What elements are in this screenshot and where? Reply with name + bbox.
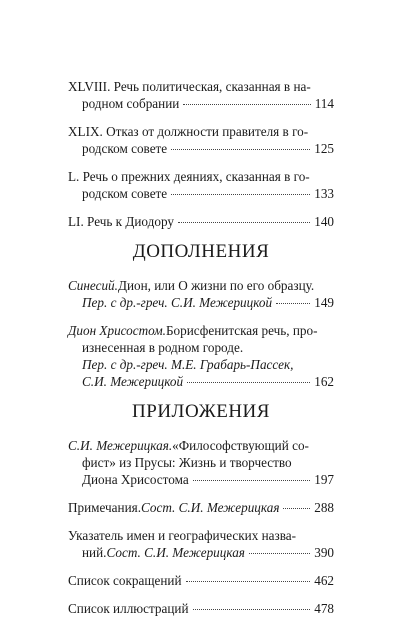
toc-entry-line: [68, 471, 334, 488]
section-heading-appendices: ПРИЛОЖЕНИЯ: [132, 401, 270, 422]
toc-entry-line: [68, 185, 334, 202]
toc-entry-line: [68, 499, 334, 516]
toc-entry-title-cont: родном собрании: [82, 96, 180, 111]
toc-entry-line: [68, 95, 334, 112]
toc-entry[interactable]: [68, 437, 334, 488]
toc-entry-line: [68, 168, 334, 185]
toc-entry-line: [68, 213, 334, 230]
toc-entry-title-cont: ний.: [82, 545, 107, 560]
toc-entry-line: [68, 527, 334, 544]
toc-entry-compiler: Сост. С.И. Межерицкая: [106, 545, 245, 560]
leader-dots: [249, 553, 310, 554]
leader-dots: [171, 194, 310, 195]
toc-entry-title-cont: изнесенная в родном городе.: [82, 340, 244, 355]
page-number: 114: [314, 96, 334, 111]
toc-entry-title-cont: родском совете: [82, 141, 168, 156]
page-number: 125: [314, 141, 334, 156]
page-number: 462: [314, 573, 334, 588]
leader-dots: [187, 382, 310, 383]
toc-entry-title: Примечания.: [68, 500, 142, 515]
toc-entry-title: LI. Речь к Диодору: [68, 214, 174, 229]
toc-entry[interactable]: [68, 322, 334, 390]
toc-entry-title: Список сокращений: [68, 573, 182, 588]
toc-entry-line: [68, 123, 334, 140]
toc-entry[interactable]: [68, 600, 334, 617]
toc-entry-title: XLVIII. Речь политическая, сказанная в на-: [68, 79, 311, 94]
page-number: 149: [314, 295, 334, 310]
toc-entry[interactable]: [68, 499, 334, 516]
leader-dots: [283, 508, 310, 509]
toc-entry-line: [68, 322, 334, 339]
toc-entry-title: Дион, или О жизни по его образцу.: [117, 278, 315, 293]
toc-entry-author: Синесий.: [68, 278, 118, 293]
page-number: 390: [314, 545, 334, 560]
toc-entry-title: «Философствующий со-: [172, 438, 309, 453]
toc-entry-line: [68, 356, 334, 373]
leader-dots: [178, 222, 310, 223]
toc-entry-line: [68, 277, 334, 294]
toc-entry-line: [68, 600, 334, 617]
leader-dots: [193, 609, 311, 610]
page-number: 197: [314, 472, 334, 487]
toc-entry[interactable]: [68, 123, 334, 157]
leader-dots: [171, 149, 310, 150]
toc-entry-translator: Пер. с др.-греч. М.Е. Грабарь-Пассек,: [82, 357, 294, 372]
toc-entry-line: [68, 572, 334, 589]
toc-entry[interactable]: [68, 213, 334, 230]
toc-entry[interactable]: [68, 527, 334, 561]
page-number: 478: [314, 601, 334, 616]
leader-dots: [186, 581, 311, 582]
toc-entry[interactable]: [68, 572, 334, 589]
toc-entry-title-cont: фист» из Прусы: Жизнь и творчество: [82, 455, 292, 470]
toc-entry-line: [68, 140, 334, 157]
toc-entry[interactable]: [68, 277, 334, 311]
toc-entry-line: [68, 437, 334, 454]
toc-entry-compiler: Сост. С.И. Межерицкая: [141, 500, 280, 515]
toc-entry[interactable]: [68, 168, 334, 202]
toc-entry-translator-cont: С.И. Межерицкой: [82, 374, 184, 389]
toc-entry-title: Список иллюстраций: [68, 601, 189, 616]
toc-entry-line: [68, 544, 334, 561]
leader-dots: [183, 104, 310, 105]
section-heading-supplements: ДОПОЛНЕНИЯ: [132, 241, 270, 262]
toc-entry-translator: Пер. с др.-греч. С.И. Межерицкой: [82, 295, 273, 310]
toc-entry-line: [68, 339, 334, 356]
toc-entry-line: [68, 294, 334, 311]
toc-entry-line: [68, 373, 334, 390]
toc-entry-line: [68, 78, 334, 95]
toc-entry-title: XLIX. Отказ от должности правителя в го-: [68, 124, 309, 139]
toc-entry-title: L. Речь о прежних деяниях, сказанная в го-: [68, 169, 310, 184]
toc-entry-title: Указатель имен и географических назва-: [68, 528, 297, 543]
page-number: 133: [314, 186, 334, 201]
toc-entry-author: Дион Хрисостом.: [68, 323, 166, 338]
toc-entry-author: С.И. Межерицкая.: [68, 438, 173, 453]
toc-entry-title-cont: Диона Хрисостома: [82, 472, 189, 487]
toc-entry-line: [68, 454, 334, 471]
leader-dots: [276, 303, 310, 304]
table-of-contents: [68, 78, 334, 628]
page-number: 162: [314, 374, 334, 389]
leader-dots: [193, 480, 311, 481]
toc-entry-title: Борисфенитская речь, про-: [165, 323, 318, 338]
page-number: 288: [314, 500, 334, 515]
toc-entry-title-cont: родском совете: [82, 186, 168, 201]
toc-entry[interactable]: [68, 78, 334, 112]
page-number: 140: [314, 214, 334, 229]
